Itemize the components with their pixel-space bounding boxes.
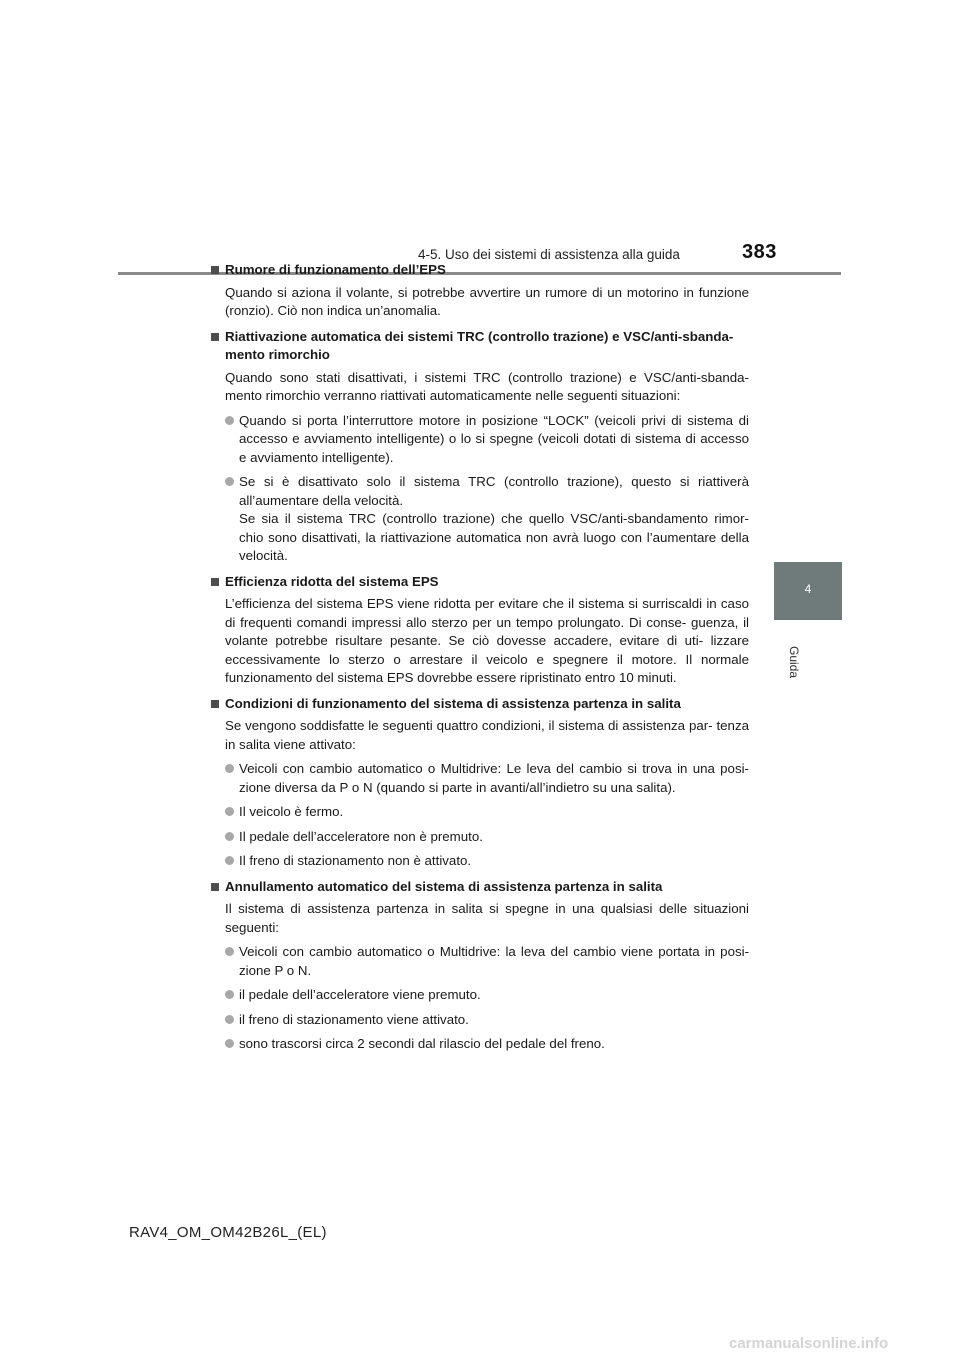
heading-text: Efficienza ridotta del sistema EPS bbox=[225, 573, 439, 589]
bullet-item bbox=[211, 473, 749, 566]
bullet-item bbox=[211, 760, 749, 797]
para-text: Quando sono stati disattivati, i sistemi TRC (controllo trazione) e VSC/anti-sbanda- mento rimorchio verranno riattivati automaticamente nelle seguenti situazioni: bbox=[225, 369, 749, 403]
section-heading bbox=[211, 573, 749, 592]
bullet-item bbox=[211, 1035, 749, 1054]
bullet-item bbox=[211, 986, 749, 1005]
paragraph bbox=[211, 900, 749, 937]
para-text: Il sistema di assistenza partenza in salita si spegne in una qualsiasi delle situazioni seguenti: bbox=[225, 901, 749, 935]
chapter-tab[interactable] bbox=[774, 562, 842, 620]
document-code: RAV4_OM_OM42B26L_(EL) bbox=[129, 1224, 327, 1241]
paragraph bbox=[211, 595, 749, 688]
heading-text: Rumore di funzionamento dell’EPS bbox=[225, 262, 446, 277]
heading-text: Riattivazione automatica dei sistemi TRC (controllo trazione) e VSC/anti-sbanda- mento rimorchio bbox=[225, 328, 734, 362]
bullet-text: Veicoli con cambio automatico o Multidrive: Le leva del cambio si trova in una posi- zione diversa da P o N (quando si parte in avanti/all’indietro su una salita). bbox=[239, 761, 749, 795]
paragraph bbox=[211, 717, 749, 754]
heading-text: Condizioni di funzionamento del sistema di assistenza partenza in salita bbox=[225, 695, 681, 711]
bullet-text: Se si è disattivato solo il sistema TRC (controllo trazione), questo si riattiverà all’aumentare della velocità. bbox=[239, 474, 749, 508]
bullet-text: il freno di stazionamento viene attivato. bbox=[239, 1011, 469, 1027]
bullet-text: Veicoli con cambio automatico o Multidrive: la leva del cambio viene portata in posi- zione P o N. bbox=[239, 944, 749, 978]
bullet-item bbox=[211, 828, 749, 847]
bullet-item bbox=[211, 1011, 749, 1030]
paragraph bbox=[211, 284, 749, 321]
section-title: 4-5. Uso dei sistemi di assistenza alla guida bbox=[418, 247, 680, 262]
watermark: carmanualsonline.info bbox=[729, 1335, 889, 1352]
section-heading bbox=[211, 261, 749, 280]
bullet-text: Quando si porta l’interruttore motore in posizione “LOCK” (veicoli privi di sistema di accesso e avviamento intelligente) o lo si spegne (veicoli dotati di sistema di accesso e avviamento intelligente). bbox=[239, 412, 749, 465]
bullet-text: Il freno di stazionamento non è attivato. bbox=[239, 853, 472, 868]
bullet-item bbox=[211, 803, 749, 822]
bullet-continuation: Se sia il sistema TRC (controllo trazione) che quello VSC/anti-sbandamento rimor- chio sono disattivati, la riattivazione automatica non avrà luogo con l’aumentare della velocità. bbox=[239, 511, 749, 563]
bullet-item bbox=[211, 943, 749, 980]
section-heading bbox=[211, 878, 749, 897]
para-text: L’efficienza del sistema EPS viene ridotta per evitare che il sistema si surriscaldi in caso di frequenti comandi impressi allo sterzo per un tempo prolungato. Di conse- guenza, il volante potrebbe risultare pesante. Se ciò dovesse accadere, evitare di uti- lizzare eccessivamente lo sterzo o arrestare il veicolo e spegnere il motore. Il normale funzionamento del sistema EPS dovrebbe essere ripristinato entro 10 minuti. bbox=[225, 596, 749, 685]
section-heading bbox=[211, 328, 749, 365]
para-text: Quando si aziona il volante, si potrebbe avvertire un rumore di un motorino in funzione (ronzio). Ciò non indica un’anomalia. bbox=[225, 284, 749, 318]
chapter-tab-number: 4 bbox=[804, 582, 812, 596]
bullet-text: il pedale dell’acceleratore viene premuto. bbox=[239, 987, 481, 1002]
bullet-text: Il pedale dell’acceleratore non è premuto. bbox=[239, 828, 483, 844]
chapter-tab-label: Guida bbox=[787, 646, 801, 679]
heading-text: Annullamento automatico del sistema di assistenza partenza in salita bbox=[225, 878, 663, 894]
page-number: 383 bbox=[742, 241, 777, 263]
bullet-text: sono trascorsi circa 2 secondi dal rilascio del pedale del freno. bbox=[239, 1036, 605, 1051]
bullet-item bbox=[211, 852, 749, 871]
section-heading bbox=[211, 695, 749, 714]
paragraph bbox=[211, 369, 749, 406]
page-content bbox=[211, 254, 749, 1054]
bullet-text: Il veicolo è fermo. bbox=[239, 804, 344, 819]
para-text: Se vengono soddisfatte le seguenti quattro condizioni, il sistema di assistenza par- tenza in salita viene attivato: bbox=[225, 718, 749, 752]
bullet-item bbox=[211, 412, 749, 468]
